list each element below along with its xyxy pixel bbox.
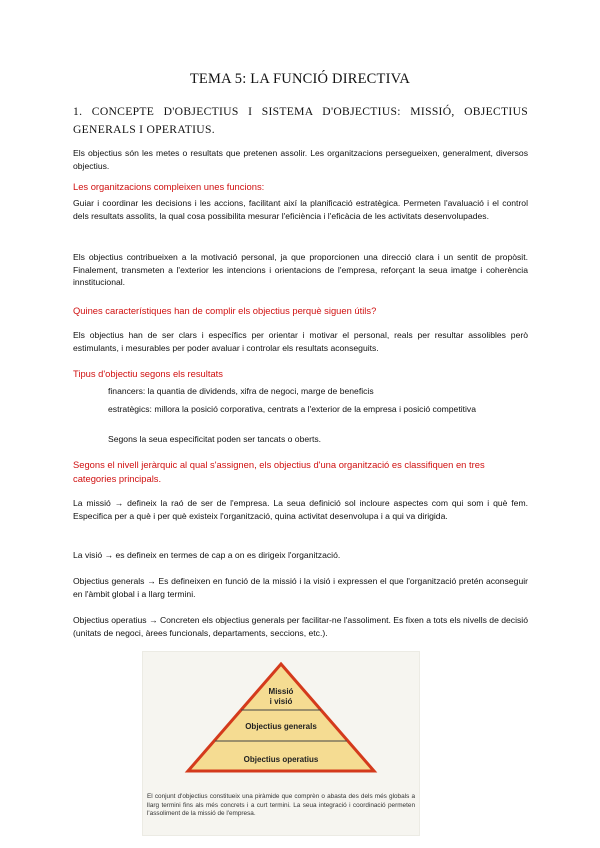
functions-paragraph-2: Els objectius contribueixen a la motivació personal, ja que proporcionen una direcció clara i un sentit de propòsit. Finalement, transmeten a l'exterior les intencions i orientacions de l'empresa, reforçant la seua imatge i coherència innstitucional. [73,252,528,288]
mission-paragraph: La missió → defineix la raó de ser de l'empresa. La seua definició sol incloure aspectes com qui som i què fem. Especifica per a què i per què existeix l'organització, quina activitat desenvolupa i a qui va dirigida. [73,498,528,521]
pyramid-label-operative: Objectius operatius [243,755,319,764]
objectives-pyramid-figure [142,651,420,836]
functions-paragraph-1: Guiar i coordinar les decisions i les accions, facilitant així la planificació estratègica. Permeten l'avaluació i el control dels resultats assolits, la qual cosa possibilita mesurar l'eficiència i l'eficàcia de les activitats desenvolupades. [73,198,528,221]
pyramid-label-mission: Missió [268,687,294,696]
figure-caption: El conjunt d'objectius constitueix una piràmide que comprèn o abasta des dels més globals a llarg termini fins als més concrets i a curt termini. La seua integració i coordinació permeten l'assoliment de la missió de l'empresa. [147,793,415,818]
levels-heading: Segons el nivell jeràrquic al qual s'assignen, els objectius d'una organització es classifiquen en tres categories principals. [73,459,485,484]
type-item-financial: financers: la quantia de dividends, xifra de negoci, marge de beneficis [108,386,374,396]
operative-objectives-paragraph: Objectius operatius → Concreten els objectius generals per facilitar-ne l'assoliment. Es fixen a tots els nivells de decisió (unitats de negoci, àrees funcionals, departaments, seccions, etc.). [73,615,528,638]
pyramid-diagram [143,652,419,792]
page-title: TEMA 5: LA FUNCIÓ DIRECTIVA [189,71,411,87]
functions-heading: Les organitzacions compleixen unes funcions: [73,181,265,192]
vision-paragraph: La visió → es defineix en termes de cap a on es dirigeix l'organització. [73,550,341,560]
characteristics-heading: Quines característiques han de complir els objectius perquè siguen útils? [73,305,377,316]
characteristics-paragraph: Els objectius han de ser clars i específics per orientar i motivar el personal, reals per resultar assolibles però estimulants, i mesurables per poder avaluar i controlar els resultats aconseguits. [73,330,528,353]
section-heading: 1. CONCEPTE D'OBJECTIUS I SISTEMA D'OBJECTIUS: MISSIÓ, OBJECTIUS GENERALS I OPERATIUS. [73,105,528,136]
pyramid-label-vision: i visió [269,697,293,706]
type-item-specificity: Segons la seua especificitat poden ser tancats o oberts. [108,434,322,444]
type-item-strategic: estratègics: millora la posició corporativa, centrats a l'exterior de la empresa i posició competitiva [108,404,476,414]
types-heading: Tipus d'objectiu segons els resultats [73,368,223,379]
pyramid-label-general: Objectius generals [245,722,317,731]
general-objectives-paragraph: Objectius generals → Es defineixen en funció de la missió i la visió i expressen el que l'organització pretén aconseguir en l'àmbit global i a llarg termini. [73,576,528,599]
intro-paragraph: Els objectius són les metes o resultats que pretenen assolir. Les organitzacions persegueixen, generalment, diversos objectius. [73,148,528,171]
